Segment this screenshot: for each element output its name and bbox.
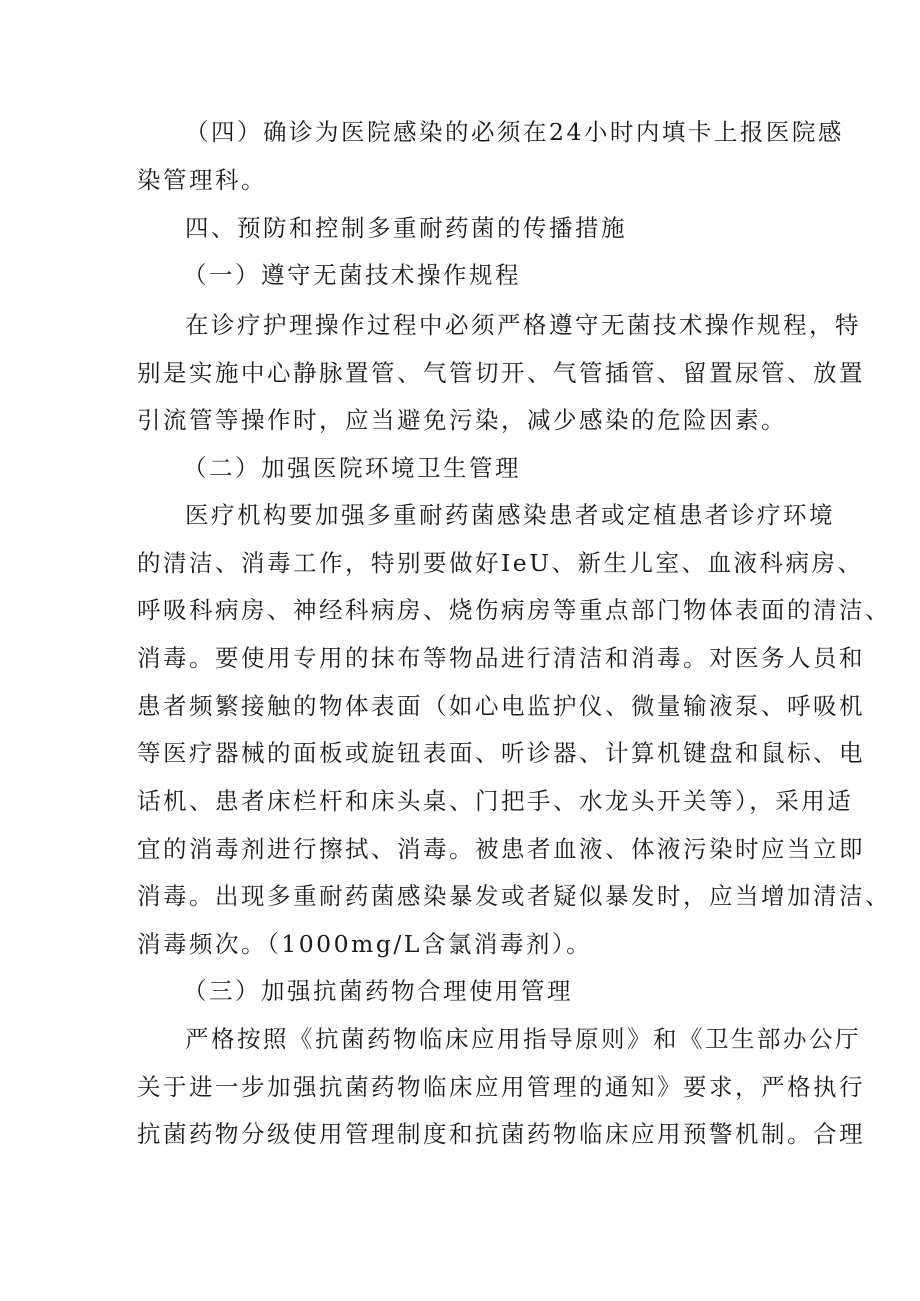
- paragraph-iv-line-2: 染管理科。: [137, 166, 267, 194]
- subsection-2-line-7: 话机、患者床栏杆和床头桌、门把手、水龙头开关等），采用适: [137, 787, 854, 815]
- subsection-2-line-3: 呼吸科病房、神经科病房、烧伤病房等重点部门物体表面的清洁、: [137, 596, 891, 624]
- subsection-2-line-8: 宜的消毒剂进行擦拭、消毒。被患者血液、体液污染时应当立即: [137, 835, 865, 863]
- paragraph-iv-line-1-text: （四）确诊为医院感染的必须在24小时内填卡上报医院感: [185, 118, 844, 146]
- subsection-2-line-9: 消毒。出现多重耐药菌感染暴发或者疑似暴发时，应当增加清洁、: [137, 882, 891, 910]
- section-heading-4: 四、预防和控制多重耐药菌的传播措施: [185, 214, 627, 242]
- subsection-2-line-4: 消毒。要使用专用的抹布等物品进行清洁和消毒。对医务人员和: [137, 644, 865, 672]
- subsection-1-line-2: 别是实施中心静脉置管、气管切开、气管插管、留置尿管、放置: [137, 359, 865, 387]
- subsection-title-2: （二）加强医院环境卫生管理: [183, 454, 521, 482]
- subsection-3-line-3: 抗菌药物分级使用管理制度和抗菌药物临床应用预警机制。合理: [137, 1120, 865, 1148]
- subsection-title-3: （三）加强抗菌药物合理使用管理: [183, 977, 573, 1005]
- subsection-2-line-5: 患者频繁接触的物体表面（如心电监护仪、微量输液泵、呼吸机: [137, 692, 865, 720]
- subsection-1-line-3: 引流管等操作时，应当避免污染，减少感染的危险因素。: [137, 406, 787, 434]
- subsection-3-line-1: 严格按照《抗菌药物临床应用指导原则》和《卫生部办公厅: [185, 1025, 861, 1053]
- subsection-3-line-2: 关于进一步加强抗菌药物临床应用管理的通知》要求，严格执行: [137, 1073, 865, 1101]
- paragraph-iv-line-1: [185, 117, 845, 147]
- subsection-1-line-1: 在诊疗护理操作过程中必须严格遵守无菌技术操作规程，特: [185, 311, 861, 339]
- subsection-2-line-10: 消毒频次。（1000mg/L含氯消毒剂）。: [137, 930, 593, 958]
- subsection-2-line-6: 等医疗器械的面板或旋钮表面、听诊器、计算机键盘和鼠标、电: [137, 739, 865, 767]
- subsection-2-line-1: 医疗机构要加强多重耐药菌感染患者或定植患者诊疗环境: [185, 501, 835, 529]
- subsection-title-1: （一）遵守无菌技术操作规程: [183, 261, 521, 289]
- subsection-2-line-2: 的清洁、消毒工作，特别要做好IeU、新生儿室、血液科病房、: [137, 549, 864, 577]
